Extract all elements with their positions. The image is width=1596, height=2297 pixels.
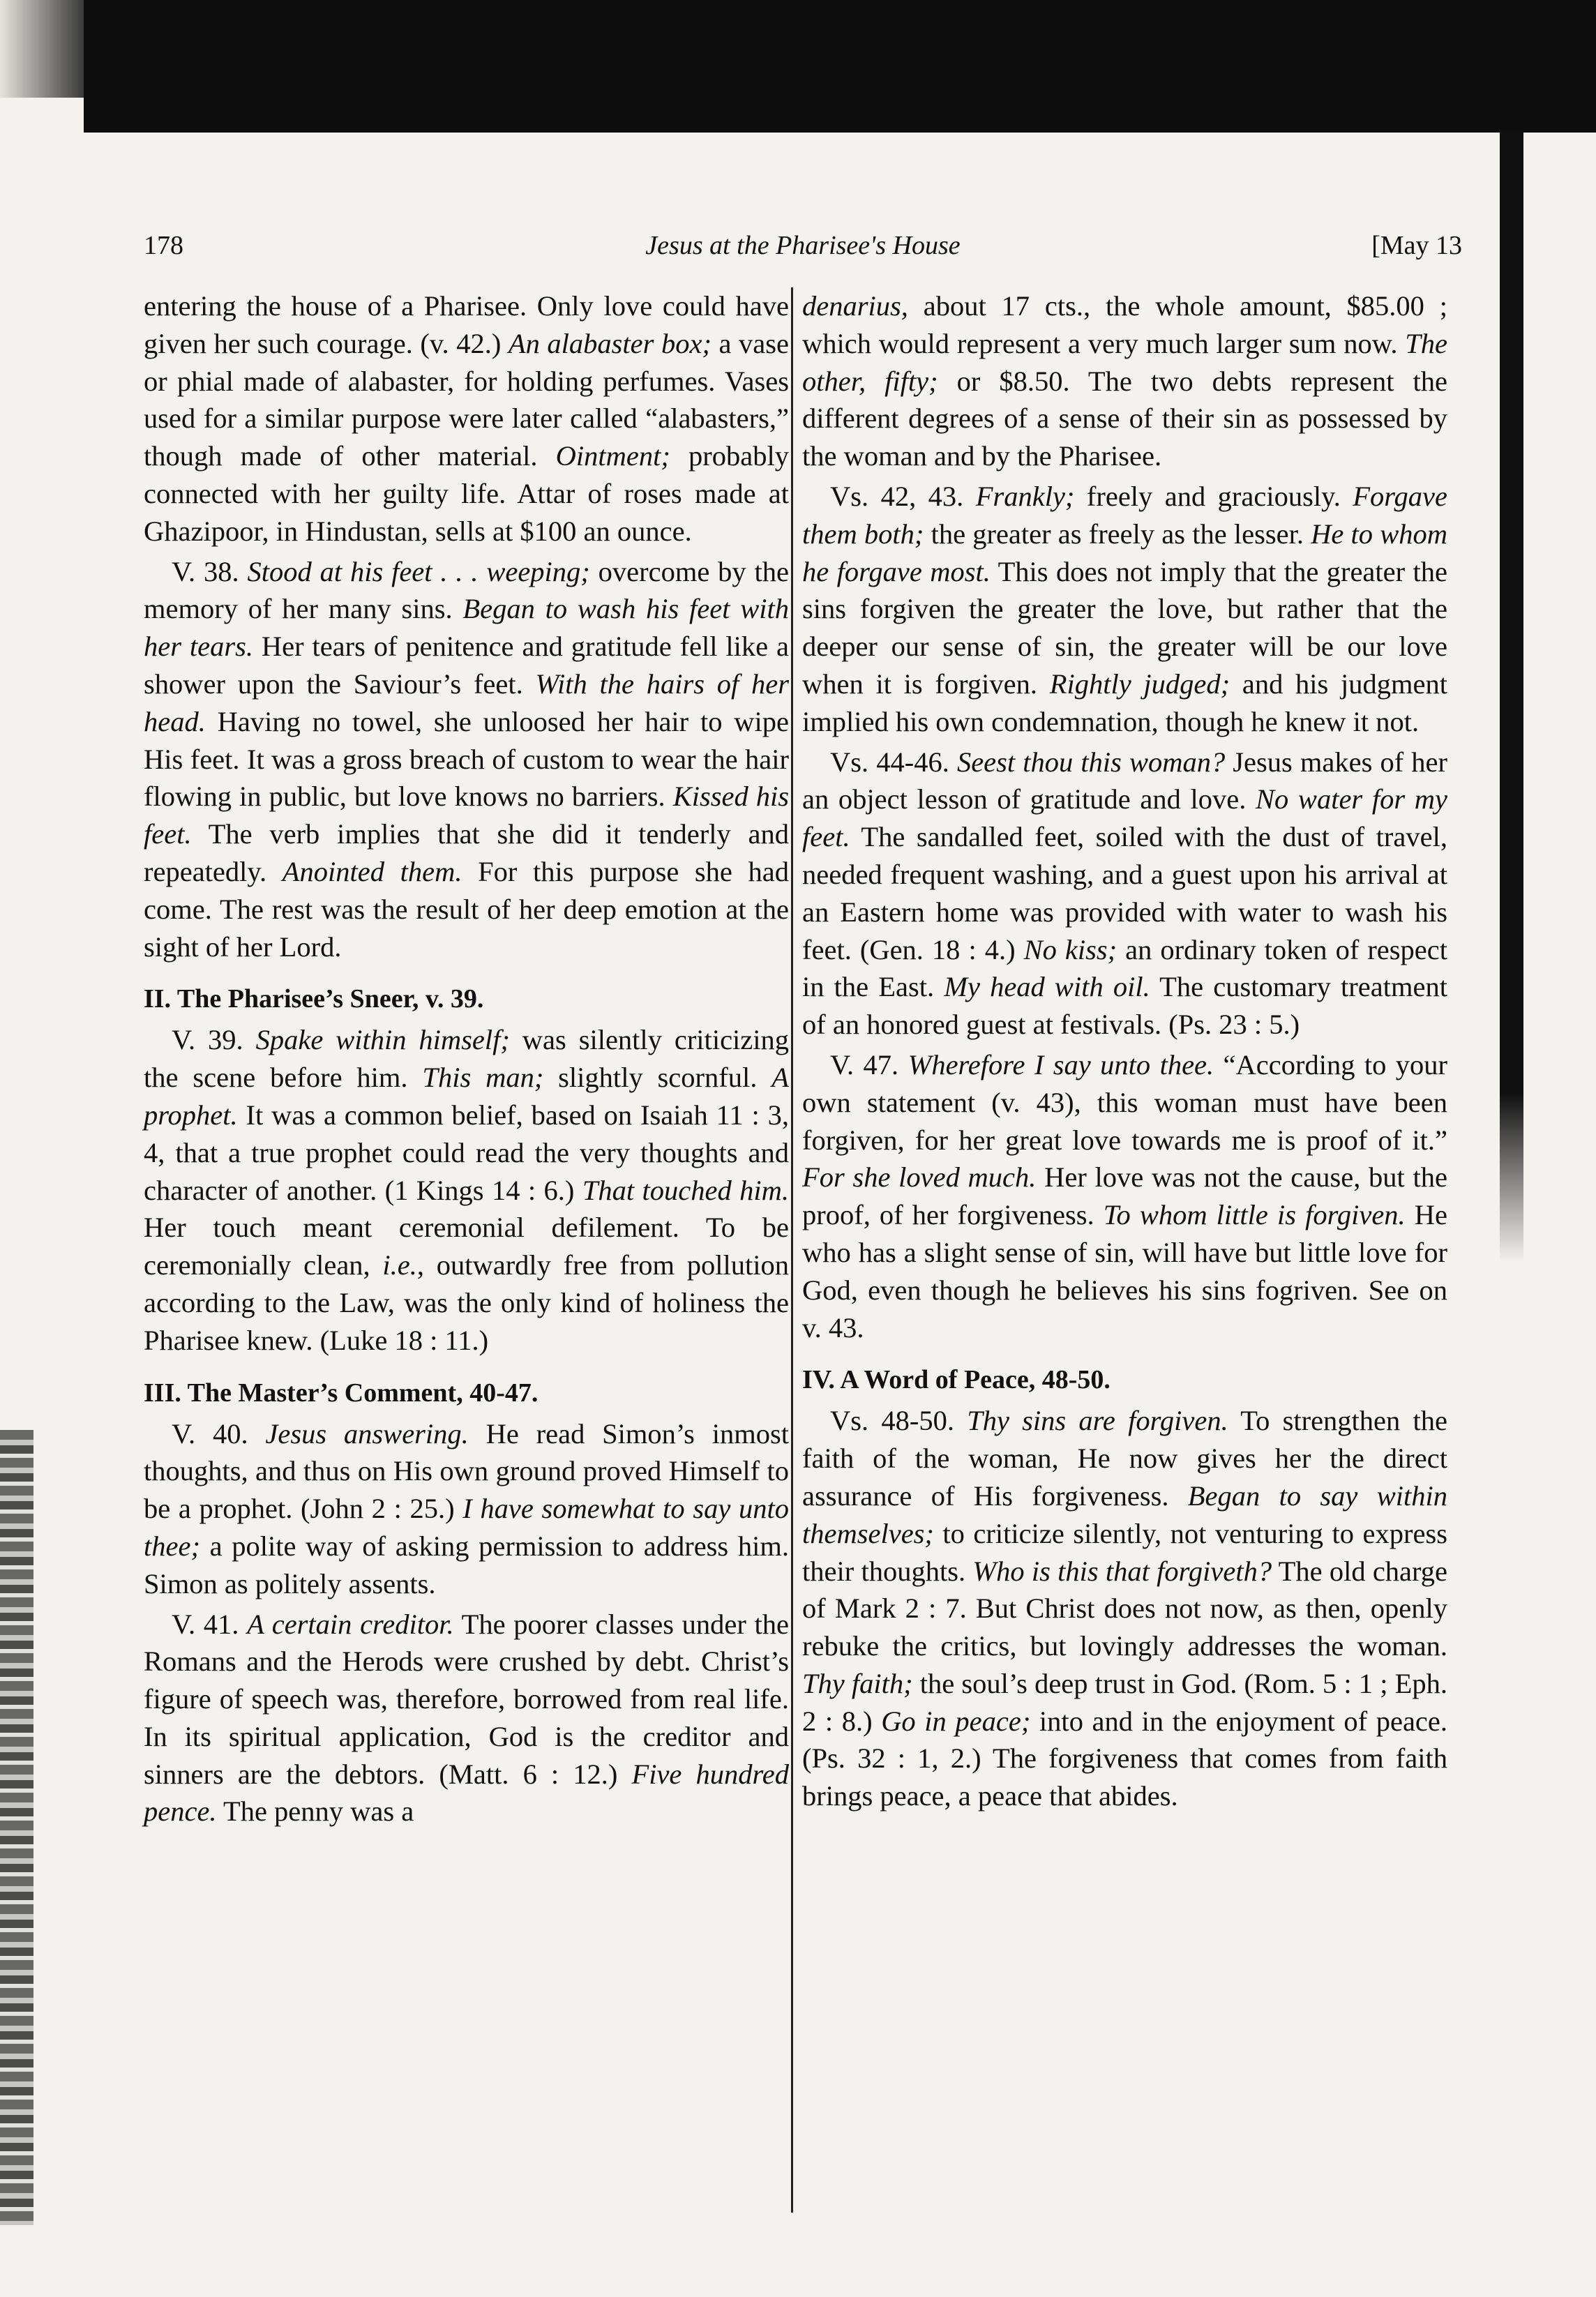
right-column	[802, 287, 1447, 1818]
paragraph: V. 38. Stood at his feet . . . weeping; overcome by the memory of her many sins. Began to wash his feet with her tears. Her tears of penitence and gratitude fell like a shower upon the Saviour’s feet. With the hairs of her head. Having no towel, she unloosed her hair to wipe His feet. It was a gross breach of custom to wear the hair flowing in public, but love knows no barriers. Kissed his feet. The verb implies that she did it tenderly and repeatedly. Anointed them. For this purpose she had come. The rest was the result of her deep emotion at the sight of her Lord.	[144, 555, 790, 963]
paragraph: V. 41. A certain creditor. The poorer classes under the Romans and the Herods were crushed by debt. Christ’s figure of speech was, therefore, borrowed from real life. In its spiritual application, God is the creditor and sinners are the debtors. (Matt. 6 : 12.) Five hundred pence. The penny was a	[144, 1608, 789, 1828]
paragraph: denarius, about 17 cts., the whole amount, $85.00 ; which would represent a very much larger sum now. The other, fifty; or $8.50. The two debts represent the different degrees of a sense of their sin as possessed by the woman and by the Pharisee.	[802, 290, 1447, 472]
left-column	[144, 287, 789, 1833]
column-divider	[791, 287, 793, 2213]
paragraph: Vs. 44-46. Seest thou this woman? Jesus makes of her an object lesson of gratitude and love. No water for my feet. The sandalled feet, soiled with the dust of travel, needed frequent washing, and a guest upon his arrival at an Eastern home was provided with water to wash his feet. (Gen. 18 : 4.) No kiss; an ordinary token of respect in the East. My head with oil. The customary treatment of an honored guest at festivals. (Ps. 23 : 5.)	[802, 746, 1448, 1041]
paragraph: V. 39. Spake within himself; was silently criticizing the scene before him. This man; slightly scornful. A prophet. It was a common belief, based on Isaiah 11 : 3, 4, that a true prophet could read the very thoughts and character of another. (1 Kings 14 : 6.) That touched him. Her touch meant ceremonial defilement. To be ceremonially clean, i.e., outwardly free from pollution according to the Law, was the only kind of holiness the Pharisee knew. (Luke 18 : 11.)	[144, 1024, 790, 1356]
running-header	[144, 230, 1462, 272]
paragraph: entering the house of a Pharisee. Only love could have given her such courage. (v. 42.) An alabaster box; a vase or phial made of alabaster, for holding perfumes. Vases used for a similar purpose were later called “alabasters,” though made of other material. Ointment; probably connected with her guilty life. Attar of roses made at Ghazipoor, in Hindustan, sells at $100 an ounce.	[144, 290, 789, 547]
scan-top-bar	[84, 0, 1596, 133]
paragraph: Vs. 48-50. Thy sins are forgiven. To strengthen the faith of the woman, He now gives her the direct assurance of His forgiveness. Began to say within themselves; to criticize silently, not venturing to express their thoughts. Who is this that forgiveth? The old charge of Mark 2 : 7. But Christ does not now, as then, openly rebuke the critics, but lovingly addresses the woman. Thy faith; the soul’s deep trust in God. (Rom. 5 : 1 ; Eph. 2 : 8.) Go in peace; into and in the enjoyment of peace. (Ps. 32 : 1, 2.) The forgiveness that comes from faith brings peace, a peace that abides.	[802, 1405, 1448, 1812]
paragraph: Vs. 42, 43. Frankly; freely and graciously. Forgave them both; the greater as freely as the lesser. He to whom he forgave most. This does not imply that the greater the sins forgiven the greater the love, but rather that the deeper our sense of sin, the greater will be our love when it is forgiven. Rightly judged; and his judgment implied his own condemnation, though he knew it not.	[802, 480, 1447, 737]
scan-edge	[0, 0, 84, 98]
scan-right-edge	[1500, 133, 1523, 1263]
section-heading: II. The Pharisee’s Sneer, v. 39.	[144, 984, 484, 1014]
section-heading: III. The Master’s Comment, 40-47.	[144, 1378, 539, 1408]
scan-binding-edge	[0, 1430, 33, 2225]
section-heading: IV. A Word of Peace, 48-50.	[802, 1365, 1111, 1395]
paragraph: V. 40. Jesus answering. He read Simon’s inmost thoughts, and thus on His own ground proved Himself to be a prophet. (John 2 : 25.) I have somewhat to say unto thee; a polite way of asking permission to address him. Simon as politely assents.	[144, 1417, 789, 1599]
issue-date: [May 13	[1371, 231, 1462, 260]
paragraph: V. 47. Wherefore I say unto thee. “According to your own statement (v. 43), this woman must have been forgiven, for her great love towards me is proof of it.” For she loved much. Her love was not the cause, but the proof, of her forgiveness. To whom little is forgiven. He who has a slight sense of sin, will have but little love for God, even though he believes his sins fogriven. See on v. 43.	[802, 1048, 1447, 1343]
page-number: 178	[144, 231, 183, 260]
running-title: Jesus at the Pharisee's House	[645, 231, 961, 260]
